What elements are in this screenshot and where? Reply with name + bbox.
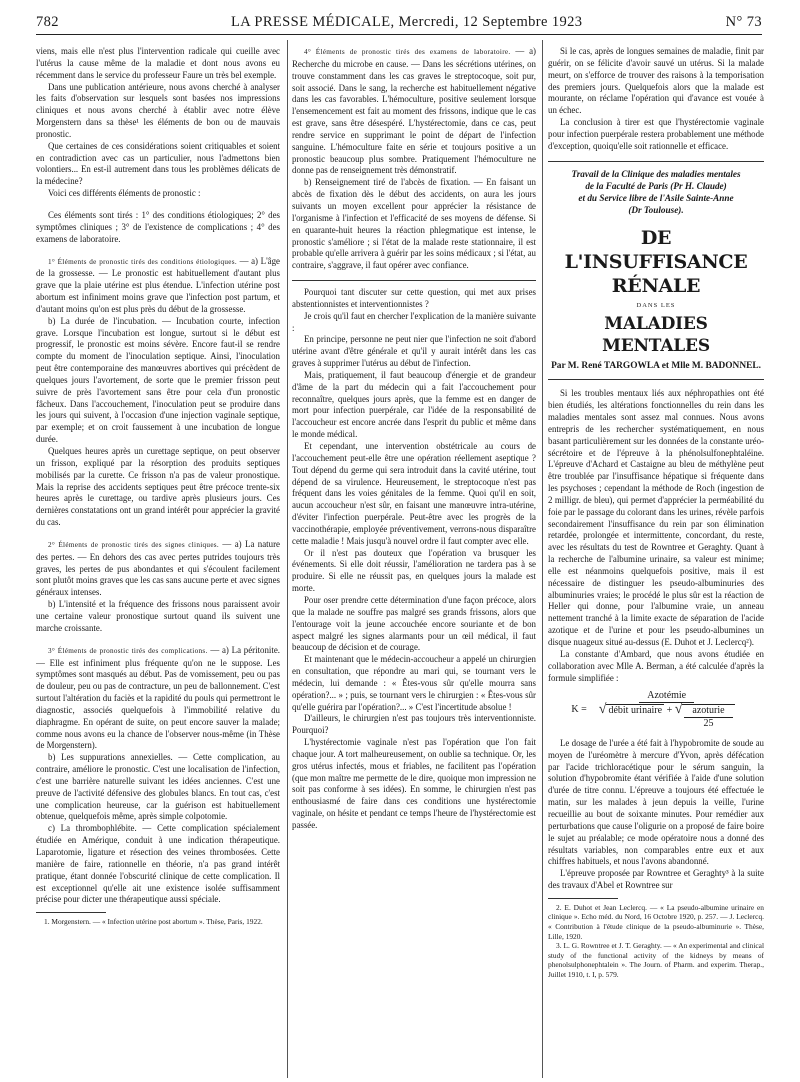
section-laboratory <box>292 46 536 177</box>
paragraph: La constante d'Ambard, que nous avons étudiée en collaboration avec Mlle A. Berman, a été calculée d'après la formule simplifiée : <box>548 648 764 683</box>
section-rule <box>292 280 536 281</box>
paragraph: D'ailleurs, le chirurgien n'est pas toujours très interventionniste. Pourquoi? <box>292 713 536 736</box>
paragraph: Si les troubles mentaux liés aux néphropathies ont été bien étudiés, les altérations fonctionnelles du rein dans les maladies mentales sont assez mal connues. Nous avons entrepris de les rechercher systématiquement, en nous basant particulièrement sur les données de la constante uréo-sécrétoire et de l'épreuve à la phénolsulfonephtaléine. L'épreuve d'Achard et Castaigne au bleu de méthylène peut être troublée par l'insuffisance hépatique si fréquente dans les psychoses ; cependant la méthode de Roch (ingestion de 2 milligr. de bleu), qui permet d'apprécier la perméabilité du foie par le passage du colorant dans les urines, révèle parfois secondairement l'insuffisance du rein par son élimination retardée, prolongée et intermittente, concordant, du reste, avec les résultats du test de Rowntree et Geraghty. Quant à la recherche de l'albumine urinaire, sa valeur est minime; elle est néanmoins quelquefois positive, mais il est nécessaire de distinguer les pseudo-albuminuries des albuminuries vraies; le procédé le plus sûr est la réaction de Heller qui donne, pour l'albumine vraie, un anneau nettement tranché à la limite exacte de séparation de l'acide azotique et de l'urine et pour les pseudo-albumines un disque nuageux situé au-dessus (E. Duhot et J. Leclercq²). <box>548 388 764 647</box>
formula-denominator: √ débit urinaire + √ $\frac{\text{azoturie}}{25}$ <box>593 703 741 730</box>
paragraph: Et maintenant que le médecin-accoucheur a appelé un chirurgien en consultation, que répondre au mari qui, se tournant vers le médecin, lui demande : « Êtes-vous sûr qu'elle mourra sans opération?... » ; puis, se tournant vers le chirurgien : « Êtes-vous sûr qu'elle guérira par l'opération?... » C'est l'incertitude absolue ! <box>292 654 536 712</box>
paragraph: viens, mais elle n'est plus l'intervention radicale qui cueille avec l'utérus la cause même de la maladie et dont nous avons eu récemment dans le service du professeur Faure un très bel exemple. <box>36 46 280 80</box>
formula-inner-fraction <box>682 704 734 730</box>
formula-25: 25 <box>703 718 714 730</box>
paragraph: Et cependant, une intervention obstétricale au cours de l'accouchement peut-elle être une opération réellement aseptique ? Tout dépend du germe qui sera introduit dans la cavité utérine, tout dépend de sa virulence. Heureusement, le streptocoque n'est pas fréquent dans les voies génitales de la femme. Quoi qu'il en soit, aucun accoucheur n'est sûr, en faisant une manœuvre intra-utérine, d'éviter l'infection puerpérale. Peut-être avec les progrès de la vaccinothérapie, employée préventivement, verrons-nous disparaître cette maladie ! Mais jusqu'à nouvel ordre il faut compter avec elle. <box>292 441 536 546</box>
footnote-rule <box>36 912 106 913</box>
article-title: DE L'INSUFFISANCE RÉNALE <box>564 226 748 297</box>
paragraph: Voici ces différents éléments de pronostic : <box>48 188 201 199</box>
ambard-formula <box>548 690 764 730</box>
paragraph: Je crois qu'il faut en chercher l'explication de la manière suivante : <box>292 310 536 333</box>
section-text: — a) La nature des pertes. — En dehors des cas avec pertes putrides toujours très graves, les pertes de pus abondantes et qui s'écoulent facilement sont plutôt moins graves que les cas sans aucune perte et avec signes généraux intenses. <box>36 538 280 598</box>
column-rule-left <box>287 40 288 1078</box>
column-2 <box>292 46 536 1078</box>
paragraph: Ces éléments sont tirés : 1° des conditions étiologiques; 2° des symptômes cliniques ; 3° de l'existence de complications ; 4° des examens de laboratoire. <box>36 209 280 244</box>
section-heading: 2° Éléments de pronostic tirés des signes cliniques. <box>48 540 219 549</box>
section-heading: 1° Éléments de pronostic tirés des conditions étiologiques. <box>48 257 237 266</box>
formula-numerator: Azotémie <box>639 690 694 703</box>
paragraph: b) Les suppurations annexielles. — Cette complication, au contraire, améliore le pronostic. C'est une localisation de l'infection, c'est une barrière naturelle suivant les idées anciennes. C'est une preuve de l'activité défensive des globules blancs. En tout cas, c'est une complication heureuse, car la guérison est habituellement obtenue, quelquefois même, après simple colpotomie. <box>36 752 280 822</box>
lab-affiliation: (Dr Toulouse). <box>628 204 684 215</box>
lab-affiliation: de la Faculté de Paris (Pr H. Claude) <box>585 180 727 191</box>
column-rule-right <box>542 40 543 1078</box>
column-1 <box>36 46 280 1078</box>
footnote: 3. L. G. Rowntree et J. T. Geraghty. — « An experimental and clinical study of the functional activity of the kidneys by means of phenolsulphonephtalein ». The Journ. of Pharm. and experim. Therap., Juillet 1910, t. I, p. 579. <box>548 941 764 980</box>
page-number: 782 <box>36 14 59 30</box>
section-text: — a) La péritonite. — Elle est infiniment plus fréquente qu'on ne le suppose. Les symptômes sont masqués au début. Pas de vomissement, peu ou pas de douleur, peu ou pas de contracture, un peu de ballonnement. C'est surtout l'altération du faciès et la rapidité du pouls qui permettront le diagnostic, associés quelquefois à l'immobilité relative du diaphragme. En opérant de suite, on peut encore sauver la malade; comme nous avons eu la chance de l'observer nous-même (in Thèse de Morgenstern). <box>36 644 280 751</box>
paragraph: Mais, pratiquement, il faut beaucoup d'énergie et de grandeur d'âme de la part du médecin qui a fait l'accouchement pour reconnaître, quelques jours après, que la femme est en danger de mort pour infection puerpérale, car l'idée de la responsabilité de l'accoucheur est encore ancrée dans l'esprit du public et même dans le monde médical. <box>292 369 536 440</box>
article-subtitle: MALADIES MENTALES <box>602 314 710 357</box>
section-heading: 4° Éléments de pronostic tirés des examens de laboratoire. <box>304 48 511 56</box>
column-3 <box>548 46 764 1078</box>
paragraph: Que certaines de ces considérations soient critiquables et soient en contradiction avec cas un particulier, nous l'admettons bien volontiers... En est-il autrement dans tous les problèmes délicats de la médecine? <box>36 140 280 187</box>
footnote-rule <box>548 898 618 899</box>
title-rule <box>548 379 764 380</box>
paragraph: Quelques heures après un curettage septique, on peut observer un frisson, expliqué par la résorption des produits septiques mobilisés par la curette. Ce frisson n'a pas de valeur pronostique. Mais la reprise des accidents septiques peut être précoce trente-six heures après le curettage, ou tardive après plusieurs jours. Ces dernières constatations ont un grand intérêt pour apprécier la gravité du cas. <box>36 446 280 528</box>
paragraph: c) La thrombophlébite. — Cette complication spécialement étudiée en Amérique, conduit à une indication thérapeutique. Laparotomie, ligature et résection des veines thrombosées. Cette manière de faire, rationnelle en théorie, n'a pas grand intérêt pratique, étant donnée l'obscurité clinique de cette complication. Il est exceptionnel qu'elle ait une existence isolée suffisamment précise pour dicter une thérapeutique aussi spéciale. <box>36 823 280 905</box>
article-title-connector: DANS LES <box>636 301 676 309</box>
page-header <box>36 12 762 35</box>
journal-title: LA PRESSE MÉDICALE, Mercredi, 12 Septembre 1923 <box>231 14 583 30</box>
footnote: 1. Morgenstern. — « Infection utérine post abortum ». Thèse, Paris, 1922. <box>44 917 263 927</box>
formula-fraction <box>593 690 741 730</box>
section-text: — a) Recherche du microbe en cause. — Dans les sécrétions utérines, on trouve constamment dans les cas graves le streptocoque, soit pur, soit associé. Dans le sang, la recherche est habituellement négative dans les cas favorables. L'hémoculture, positive seulement lorsque l'ensemencement est fait au moment des frissons, indique que le cas est grave, sans être désespéré. L'hystérectomie, dans ce cas, peut rendre service en supprimant le point de départ de l'infection sanguine. L'hémoculture faite en série et toujours positive a un pronostic beaucoup plus sombre. Pratiquement l'hémoculture ne donne pas de renseignement très démonstratif. <box>292 46 536 176</box>
paragraph: b) Renseignement tiré de l'abcès de fixation. — En faisant un abcès de fixation dès le début des accidents, on aura les jours suivants un moyen excellent pour apprécier la résistance de l'organisme à l'infection et l'efficacité de ses moyens de défense. Si en quarante-huit heures la réaction phlegmatique est intense, le pronostic s'améliore ; si l'état de la malade reste stationnaire, il est probable qu'elle arrivera à guérir par les soins médicaux ; si l'état, au contraire, s'aggrave, il faut opérer avec confiance. <box>292 177 536 271</box>
paragraph: Pour oser prendre cette détermination d'une façon précoce, alors que la malade ne souffre pas malgré ses grands frissons, alors que l'entourage voit la jeune accouchée encore souriante et de bon aspect malgré les signes alarmants pour un œil médical, il faut beaucoup de décision et de courage. <box>292 594 536 653</box>
paragraph: Si le cas, après de longues semaines de maladie, finit par guérir, on se félicite d'avoir sauvé un utérus. Si la malade meurt, on s'efforce de trouver des raisons à la temporisation des premiers jours. Quelquefois alors que la malade est mourante, on réclame l'opération qui d'avance est vouée à un échec. <box>548 46 764 116</box>
section-complications <box>36 645 280 753</box>
paragraph: La conclusion à tirer est que l'hystérectomie vaginale pour infection puerpérale restera probablement une méthode d'exception, quoiqu'elle soit rationnelle et efficace. <box>548 117 764 151</box>
paragraph: L'hystérectomie vaginale n'est pas l'opération que l'on fait chaque jour. A tort malheureusement, on oublie sa technique. Or, les gros utérus infectés, mous et friables, ne facilitent pas l'opération (que mon maître me permette de le dire, quoique mon impression ne soit pas conforme à ses idées). En somme, le chirurgien n'est pas enthousiasmé de faire dans ces conditions une hystérectomie vaginale, on hésite et pendant ce temps l'heure de l'hystérectomie est passée. <box>292 737 536 830</box>
section-clinical <box>36 539 280 599</box>
section-text: — a) L'âge de la grossesse. — Le pronostic est habituellement d'autant plus grave que la plaie utérine est plus étendue. L'infection utérine post abortum est infiniment moins grave que l'infection post partum, et d'autant moins qu'on est plus près du début de la grossesse. <box>36 255 280 314</box>
paragraph: En principe, personne ne peut nier que l'infection ne soit d'abord utérine avant d'être générale et qu'il y aurait intérêt dans les cas graves à supprimer l'utérus au début de l'infection. <box>292 334 536 369</box>
paragraph: Dans une publication antérieure, nous avons cherché à analyser les faits d'observation sur lesquels sont basées nos impressions cliniques et nous avons cherché à établir avec notre élève Morgenstern dans sa thèse¹ les éléments de bon ou de mauvais pronostic. <box>36 81 280 139</box>
section-rule <box>548 161 764 162</box>
formula-k: K = <box>571 704 587 716</box>
section-heading: 3° Éléments de pronostic tirés des complications. <box>48 646 208 655</box>
paragraph: b) L'intensité et la fréquence des frissons nous paraissent avoir une certaine valeur pronostique surtout quand ils suivent une marche croissante. <box>36 599 280 633</box>
paragraph: L'épreuve proposée par Rowntree et Geraghty³ à la suite des travaux d'Abel et Rowntree sur <box>548 868 764 891</box>
formula-azoturie: azoturie <box>684 705 732 718</box>
paragraph: Pourquoi tant discuter sur cette question, qui met aux prises abstentionnistes et interventionnistes ? <box>292 287 536 309</box>
article-authors: Par M. René TARGOWLA et Mlle M. BADONNEL. <box>551 361 761 372</box>
section-etiology <box>36 256 280 316</box>
paragraph: b) La durée de l'incubation. — Incubation courte, infection grave. Lorsque l'incubation est longue, surtout si le début est progressif, le pronostic est moins sévère. Encore faut-il se rendre compte du moment de l'inoculation septique. Ainsi, l'inoculation peut être contemporaine des manœuvres abortives qui précèdent de quelques jours l'avortement, de sorte que le premier frisson peut suivre de près l'avortement sans être pour cela d'un pronostic fâcheux. Dans l'accouchement, l'inoculation peut se produire dans les jours qui suivent, à l'occasion d'une injection vaginale septique, par exemple; et on croit faussement à une incubation de longue durée. <box>36 315 280 445</box>
lab-affiliation: et du Service libre de l'Asile Sainte-Anne <box>578 192 734 203</box>
footnote: 2. E. Duhot et Jean Leclercq. — « La pseudo-albumine urinaire en clinique ». Echo méd. du Nord, 16 Octobre 1920, p. 257. — J. Leclercq. « Contribution à l'étude clinique de la pseudo-albuminurie ». Thèse, Lille, 1920. <box>548 902 764 941</box>
issue-number: N° 73 <box>725 14 762 30</box>
formula-plus: + <box>666 705 673 717</box>
formula-debit: débit urinaire <box>608 705 663 717</box>
lab-affiliation: Travail de la Clinique des maladies mentales <box>571 168 741 179</box>
paragraph: Or il n'est pas douteux que l'opération va brusquer les événements. Si elle doit réussir, l'amélioration ne tardera pas à se produire. Si elle ne réussit pas, en quelques jours la malade est morte. <box>292 547 536 594</box>
paragraph: Le dosage de l'urée a été fait à l'hypobromite de soude au moyen de l'uréomètre à mercure d'Yvon, après défécation par l'acide trichloracétique pour le sérum sanguin, la solution d'hypobromite étant vérifiée à l'aide d'une solution d'urée de titre connu. L'épreuve a toujours été effectuée le matin, sur les malades à jeun depuis la veille, l'urine recueillie au bout de soixante minutes. Pour remédier aux perturbations que cause l'oligurie on a proposé de faire boire le sujet au préalable; ce mode opératoire nous a donné des résultats variables, non comparables entre eux et aux chiffres habituels, et nous l'avons abandonné. <box>548 737 764 867</box>
